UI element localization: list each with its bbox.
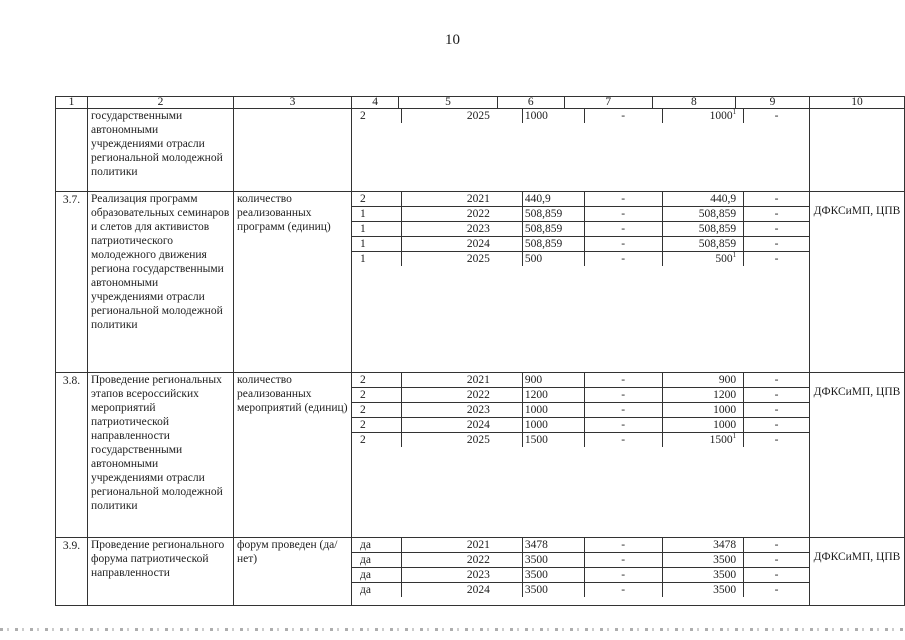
- value-text: -: [774, 434, 779, 446]
- column-number: 9: [769, 97, 776, 108]
- value-c7: [584, 568, 662, 583]
- value-text: да: [360, 539, 371, 551]
- value-text: 2023: [466, 404, 490, 416]
- value-c5: [402, 222, 522, 237]
- value-text: 2023: [466, 569, 490, 581]
- value-text: -: [774, 253, 779, 265]
- footnote-marker: 1: [732, 251, 737, 260]
- value-c6: [522, 237, 584, 252]
- value-c4: [352, 418, 402, 433]
- value-text: -: [621, 193, 626, 205]
- measure-name: Проведение регионального форума патриотической направленности: [88, 538, 234, 606]
- indicator-name: форум проведен (да/нет): [234, 538, 352, 606]
- value-c8: [662, 553, 743, 568]
- value-c4: [352, 192, 402, 207]
- value-c4: [352, 433, 402, 448]
- year-row: [352, 237, 809, 252]
- value-c4: [352, 373, 402, 388]
- value-c9: [744, 583, 809, 598]
- value-text: да: [360, 554, 371, 566]
- data-header-subtable: [352, 97, 809, 108]
- value-c6: [522, 109, 584, 123]
- value-text: 2: [360, 404, 366, 416]
- year-row: [352, 192, 809, 207]
- measure-number: 3.8.: [56, 373, 88, 538]
- value-text: -: [774, 208, 779, 220]
- year-row: [352, 252, 809, 267]
- indicator-name: [234, 109, 352, 192]
- data-header-cell: [352, 97, 810, 109]
- page-number: 10: [445, 32, 460, 48]
- value-text: 3500: [713, 584, 737, 596]
- value-c6: [522, 373, 584, 388]
- value-c9: [744, 568, 809, 583]
- value-c8: [662, 403, 743, 418]
- year-row: [352, 538, 809, 553]
- value-c4: [352, 553, 402, 568]
- value-text: 1000: [713, 404, 737, 416]
- value-text: 2022: [466, 389, 490, 401]
- value-c5: [402, 418, 522, 433]
- value-text: 2021: [466, 539, 490, 551]
- year-row: [352, 418, 809, 433]
- value-text: -: [774, 110, 779, 122]
- value-c8: [662, 418, 743, 433]
- value-text: 3500: [524, 584, 548, 596]
- value-text: 2024: [466, 238, 490, 250]
- value-text: 2024: [466, 419, 490, 431]
- value-text: -: [774, 539, 779, 551]
- value-text: 1000: [524, 404, 548, 416]
- value-c8: [662, 207, 743, 222]
- value-text: -: [621, 389, 626, 401]
- value-text: 3500: [713, 569, 737, 581]
- column-number: 8: [652, 97, 735, 108]
- yearly-values-cell: [352, 109, 810, 192]
- value-c6: [522, 388, 584, 403]
- value-c5: [402, 553, 522, 568]
- value-text: 2: [360, 110, 366, 122]
- value-c4: [352, 538, 402, 553]
- value-text: -: [774, 374, 779, 386]
- value-c6: [522, 553, 584, 568]
- value-c9: [744, 538, 809, 553]
- value-text: -: [621, 584, 626, 596]
- value-text: 1200: [524, 389, 548, 401]
- value-text: -: [621, 223, 626, 235]
- value-text: 1200: [713, 389, 737, 401]
- year-row: [352, 109, 809, 123]
- value-text: -: [774, 193, 779, 205]
- value-text: -: [621, 419, 626, 431]
- value-c8: [662, 568, 743, 583]
- value-c8: [662, 538, 743, 553]
- value-c9: [744, 252, 809, 267]
- scan-artifact-line: [0, 628, 905, 631]
- value-text: 2025: [466, 253, 490, 265]
- value-text: 2: [360, 419, 366, 431]
- yearly-values-subtable: [352, 373, 809, 447]
- value-text: -: [621, 238, 626, 250]
- responsible-executor: ДФКСиМП, ЦПВ: [810, 538, 905, 606]
- value-c4: [352, 237, 402, 252]
- value-text: 2022: [466, 554, 490, 566]
- value-c9: [744, 433, 809, 448]
- value-text: 1500: [709, 434, 733, 446]
- measure-row: [56, 109, 905, 192]
- measure-number: 3.9.: [56, 538, 88, 606]
- measure-number: [56, 109, 88, 192]
- value-c6: [522, 222, 584, 237]
- year-row: [352, 553, 809, 568]
- value-c6: [522, 538, 584, 553]
- value-c5: [402, 538, 522, 553]
- value-c7: [584, 237, 662, 252]
- measures-table: [55, 96, 905, 606]
- value-text: -: [774, 569, 779, 581]
- value-c4: [352, 222, 402, 237]
- column-number: 2: [88, 97, 234, 109]
- year-row: [352, 568, 809, 583]
- footnote-marker: 1: [732, 432, 737, 441]
- value-c5: [402, 403, 522, 418]
- value-text: 3478: [524, 539, 548, 551]
- value-text: 2022: [466, 208, 490, 220]
- value-text: -: [774, 404, 779, 416]
- value-text: 1500: [524, 434, 548, 446]
- value-c6: [522, 418, 584, 433]
- value-c6: [522, 252, 584, 267]
- value-text: -: [621, 404, 626, 416]
- value-text: -: [621, 110, 626, 122]
- value-c7: [584, 252, 662, 267]
- value-c4: [352, 568, 402, 583]
- column-number: 10: [810, 97, 905, 109]
- value-text: 2024: [466, 584, 490, 596]
- value-text: 2: [360, 193, 366, 205]
- column-number: 1: [56, 97, 88, 109]
- yearly-values-subtable: [352, 109, 809, 123]
- measure-name: Реализация программ образовательных семинаров и слетов для активистов патриотического молодежного движения региона государственными автономными учреждениями отрасли региональной молодежной политики: [88, 192, 234, 373]
- value-c6: [522, 207, 584, 222]
- responsible-executor: [810, 109, 905, 192]
- value-text: 2023: [466, 223, 490, 235]
- value-text: 500: [524, 253, 543, 265]
- value-c7: [584, 222, 662, 237]
- measure-row: [56, 192, 905, 373]
- value-c8: [662, 373, 743, 388]
- value-text: 508,859: [698, 238, 737, 250]
- value-c5: [402, 583, 522, 598]
- value-c8: [662, 252, 743, 267]
- indicator-name: количество реализованных программ (единиц): [234, 192, 352, 373]
- value-text: -: [621, 208, 626, 220]
- value-c9: [744, 207, 809, 222]
- value-text: 3500: [524, 554, 548, 566]
- year-row: [352, 207, 809, 222]
- value-text: 1000: [713, 419, 737, 431]
- value-c9: [744, 373, 809, 388]
- value-text: -: [774, 238, 779, 250]
- value-text: 1: [360, 208, 366, 220]
- value-c7: [584, 388, 662, 403]
- measure-number: 3.7.: [56, 192, 88, 373]
- yearly-values-cell: [352, 192, 810, 373]
- value-c7: [584, 109, 662, 123]
- value-text: 1000: [524, 419, 548, 431]
- value-text: -: [621, 434, 626, 446]
- value-c9: [744, 418, 809, 433]
- year-row: [352, 388, 809, 403]
- value-c4: [352, 207, 402, 222]
- value-text: -: [774, 419, 779, 431]
- value-c4: [352, 403, 402, 418]
- value-text: -: [621, 253, 626, 265]
- value-c5: [402, 237, 522, 252]
- value-c9: [744, 237, 809, 252]
- value-text: 3500: [713, 554, 737, 566]
- value-c4: [352, 388, 402, 403]
- value-c7: [584, 192, 662, 207]
- year-row: [352, 403, 809, 418]
- measure-name: Проведение региональных этапов всероссийских мероприятий патриотической направленности государственными автономными учреждениями отрасли региональной молодежной политики: [88, 373, 234, 538]
- value-text: 2021: [466, 374, 490, 386]
- yearly-values-subtable: [352, 538, 809, 597]
- year-row: [352, 433, 809, 448]
- value-text: 500: [715, 253, 733, 265]
- value-c5: [402, 568, 522, 583]
- value-text: 1: [360, 223, 366, 235]
- value-text: -: [621, 554, 626, 566]
- value-text: -: [774, 223, 779, 235]
- value-c5: [402, 207, 522, 222]
- value-c9: [744, 388, 809, 403]
- value-text: 508,859: [698, 208, 737, 220]
- footnote-marker: 1: [732, 109, 737, 117]
- value-text: -: [774, 554, 779, 566]
- value-text: 900: [718, 374, 737, 386]
- value-c4: [352, 252, 402, 267]
- value-c7: [584, 373, 662, 388]
- value-text: 2025: [466, 110, 490, 122]
- value-c6: [522, 568, 584, 583]
- yearly-values-cell: [352, 538, 810, 606]
- responsible-executor: ДФКСиМП, ЦПВ: [810, 192, 905, 373]
- column-numbers-row: [56, 97, 905, 109]
- value-c8: [662, 237, 743, 252]
- value-c7: [584, 538, 662, 553]
- value-c7: [584, 418, 662, 433]
- value-c5: [402, 373, 522, 388]
- value-c9: [744, 553, 809, 568]
- column-number: 5: [399, 97, 497, 108]
- value-text: 508,859: [524, 208, 563, 220]
- value-c7: [584, 403, 662, 418]
- value-c5: [402, 192, 522, 207]
- value-c6: [522, 583, 584, 598]
- responsible-executor: ДФКСиМП, ЦПВ: [810, 373, 905, 538]
- value-c8: [662, 222, 743, 237]
- value-c5: [402, 109, 522, 123]
- value-text: -: [621, 569, 626, 581]
- value-c7: [584, 207, 662, 222]
- value-c8: [662, 192, 743, 207]
- year-row: [352, 222, 809, 237]
- value-text: 440,9: [710, 193, 737, 205]
- value-c4: [352, 583, 402, 598]
- value-text: 2: [360, 434, 366, 446]
- value-c6: [522, 433, 584, 448]
- value-text: 3500: [524, 569, 548, 581]
- value-text: 508,859: [698, 223, 737, 235]
- value-text: да: [360, 584, 371, 596]
- column-number: 3: [234, 97, 352, 109]
- column-number: 4: [352, 97, 399, 108]
- value-c9: [744, 403, 809, 418]
- value-c8: [662, 433, 743, 448]
- value-c5: [402, 252, 522, 267]
- value-text: 508,859: [524, 223, 563, 235]
- value-text: -: [621, 374, 626, 386]
- value-c6: [522, 403, 584, 418]
- column-number: 7: [564, 97, 652, 108]
- value-text: 2: [360, 374, 366, 386]
- value-text: 508,859: [524, 238, 563, 250]
- value-text: 1: [360, 253, 366, 265]
- year-row: [352, 373, 809, 388]
- value-text: 1000: [709, 110, 733, 122]
- measure-row: [56, 538, 905, 606]
- column-number: 6: [497, 97, 564, 108]
- value-c5: [402, 388, 522, 403]
- measure-row: [56, 373, 905, 538]
- value-c7: [584, 553, 662, 568]
- value-c8: [662, 388, 743, 403]
- measure-name: государственными автономными учреждениями отрасли региональной молодежной политики: [88, 109, 234, 192]
- value-c9: [744, 192, 809, 207]
- value-c8: [662, 583, 743, 598]
- value-text: 3478: [713, 539, 737, 551]
- value-c6: [522, 192, 584, 207]
- value-c9: [744, 222, 809, 237]
- value-text: 2025: [466, 434, 490, 446]
- value-c4: [352, 109, 402, 123]
- value-text: -: [774, 584, 779, 596]
- value-c5: [402, 433, 522, 448]
- year-row: [352, 583, 809, 598]
- value-text: 1: [360, 238, 366, 250]
- indicator-name: количество реализованных мероприятий (единиц): [234, 373, 352, 538]
- value-text: 900: [524, 374, 543, 386]
- value-text: да: [360, 569, 371, 581]
- value-text: -: [774, 389, 779, 401]
- value-c9: [744, 109, 809, 123]
- value-text: 2021: [466, 193, 490, 205]
- value-text: 1000: [524, 110, 548, 122]
- yearly-values-subtable: [352, 192, 809, 266]
- value-text: -: [621, 539, 626, 551]
- value-c7: [584, 583, 662, 598]
- value-c7: [584, 433, 662, 448]
- value-text: 440,9: [524, 193, 551, 205]
- value-text: 2: [360, 389, 366, 401]
- value-c8: [662, 109, 743, 123]
- yearly-values-cell: [352, 373, 810, 538]
